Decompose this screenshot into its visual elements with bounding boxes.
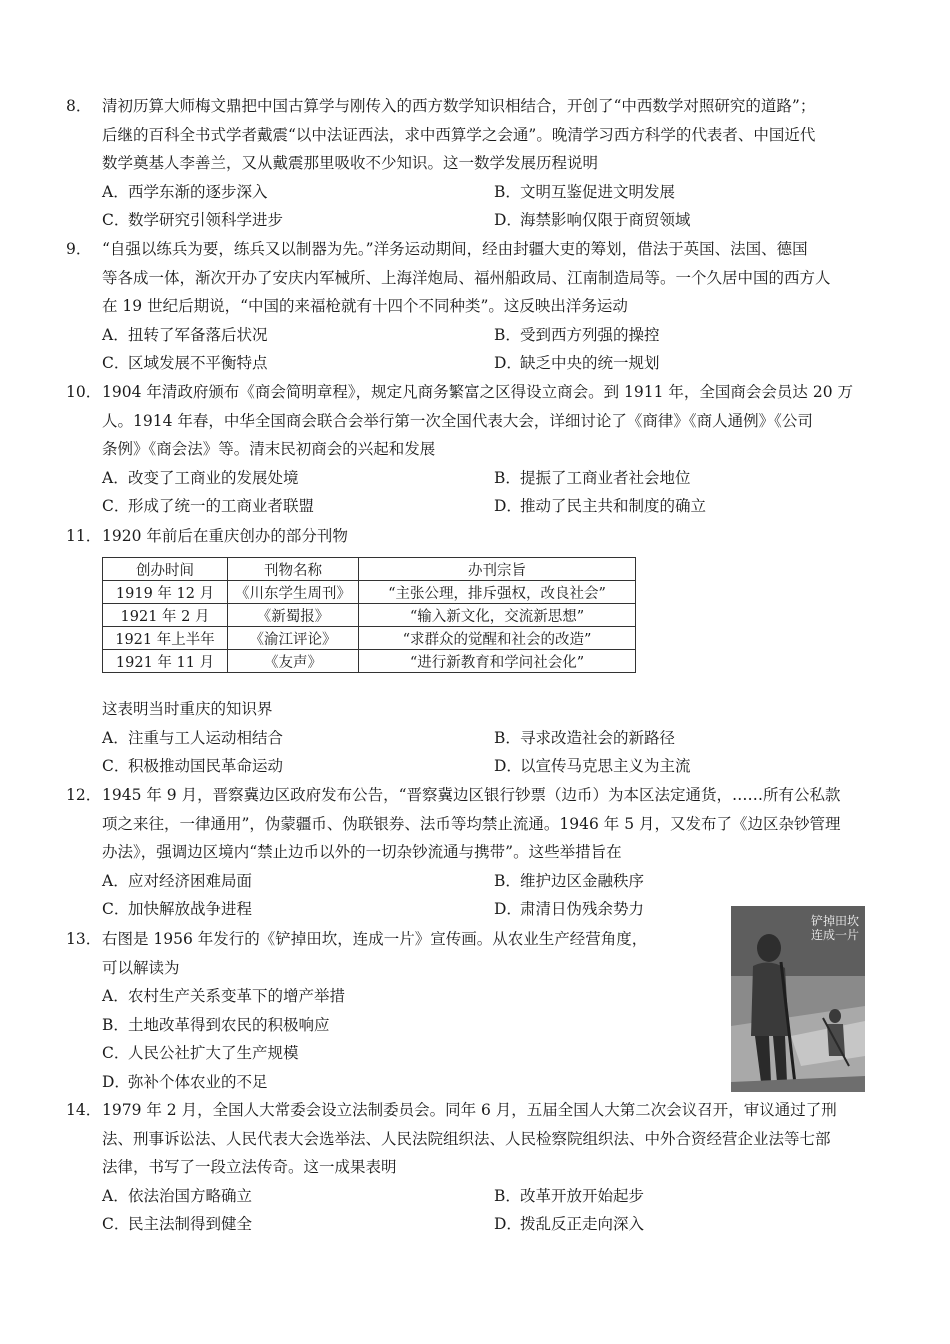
option-c[interactable]: C．人民公社扩大了生产规模 [102,1044,299,1062]
question-number: 10． [66,383,102,401]
option-c[interactable]: C．形成了统一的工商业者联盟 [102,497,315,515]
question-stem: 1945 年 9 月，晋察冀边区政府发布公告，“晋察冀边区银行钞票（边币）为本区法定通货，……所有公私款 [102,786,841,804]
option-b[interactable]: B．寻求改造社会的新路径 [494,728,676,747]
periodicals-table [102,557,636,673]
option-b[interactable]: B．受到西方列强的操控 [494,325,660,344]
question-stem: 这表明当时重庆的知识界 [102,700,273,718]
option-d[interactable]: D．拨乱反正走向深入 [494,1215,645,1233]
option-d[interactable]: D．海禁影响仅限于商贸领域 [494,211,691,229]
option-b[interactable]: B．土地改革得到农民的积极响应 [102,1015,330,1034]
question-number: 13． [66,930,102,948]
question-stem: 项之来往，一律通用”，伪蒙疆币、伪联银券、法币等均禁止流通。1946 年 5 月，又发布了《边区杂钞管理 [102,814,841,833]
question-stem: 法律，书写了一段立法传奇。这一成果表明 [102,1158,397,1176]
table-header: 创办时间 [103,558,228,581]
option-b[interactable]: B．维护边区金融秩序 [494,871,645,890]
question-stem: 1979 年 2 月，全国人大常委会设立法制委员会。同年 6 月，五届全国人大第二次会议召开，审议通过了刑 [102,1101,837,1119]
question-9 [66,235,886,378]
table-cell: 《川东学生周刊》 [228,581,359,604]
option-b[interactable]: B．改革开放开始起步 [494,1186,645,1205]
question-stem: 清初历算大师梅文鼎把中国古算学与刚传入的西方数学知识相结合，开创了“中西数学对照研究的道路”； [102,97,816,115]
question-11 [66,522,886,551]
option-a[interactable]: A．依法治国方略确立 [102,1186,253,1205]
question-stem: 1904 年清政府颁布《商会简明章程》，规定凡商务繁富之区得设立商会。到 1911 年，全国商会会员达 20 万 [102,383,854,401]
question-11-continued [66,695,886,781]
option-b[interactable]: B．提振了工商业者社会地位 [494,468,691,487]
option-a[interactable]: A．应对经济困难局面 [102,871,253,890]
option-a[interactable]: A．改变了工商业的发展处境 [102,468,299,487]
question-14 [66,1096,886,1239]
question-8 [66,92,886,235]
question-12 [66,781,886,924]
table-row [103,581,636,604]
table-cell: 《渝江评论》 [228,627,359,650]
propaganda-poster-image [731,906,865,1092]
option-c[interactable]: C．数学研究引领科学进步 [102,211,284,229]
question-stem: 人。1914 年春，中华全国商会联合会举行第一次全国代表大会，详细讨论了《商律》《商人通例》《公司 [102,411,813,430]
question-stem: 后继的百科全书式学者戴震“以中法证西法，求中西算学之会通”。晚清学习西方科学的代表者、中国近代 [102,125,816,144]
option-d[interactable]: D．以宣传马克思主义为主流 [494,757,691,775]
option-c[interactable]: C．民主法制得到健全 [102,1215,253,1233]
table-cell: “输入新文化，交流新思想” [359,604,636,627]
table-cell: “求群众的觉醒和社会的改造” [359,627,636,650]
option-b[interactable]: B．文明互鉴促进文明发展 [494,182,676,201]
table-cell: 《友声》 [228,650,359,673]
table-cell: “进行新教育和学问社会化” [359,650,636,673]
option-c[interactable]: C．区域发展不平衡特点 [102,354,268,372]
question-stem: 在 19 世纪后期说，“中国的来福枪就有十四个不同种类”。这反映出洋务运动 [102,297,628,315]
question-number: 8． [66,97,92,115]
question-stem: 办法》，强调边区境内“禁止边币以外的一切杂钞流通与携带”。这些举措旨在 [102,843,622,861]
option-a[interactable]: A．农村生产关系变革下的增产举措 [102,987,346,1005]
question-stem: 右图是 1956 年发行的《铲掉田坎，连成一片》宣传画。从农业生产经营角度， [102,930,648,948]
question-number: 9． [66,240,92,258]
table-row [103,604,636,627]
option-a[interactable]: A．西学东渐的逐步深入 [102,182,268,201]
poster-title: 铲掉田坎 连成一片 [810,914,859,942]
question-stem: 1920 年前后在重庆创办的部分刊物 [102,527,348,545]
option-d[interactable]: D．弥补个体农业的不足 [102,1072,268,1091]
option-d[interactable]: D．推动了民主共和制度的确立 [494,497,707,515]
question-stem: 条例》《商会法》等。清末民初商会的兴起和发展 [102,440,436,458]
option-c[interactable]: C．加快解放战争进程 [102,900,253,918]
table-row [103,627,636,650]
option-d[interactable]: D．缺乏中央的统一规划 [494,354,660,372]
question-13 [66,925,686,1096]
question-stem: “自强以练兵为要，练兵又以制器为先。”洋务运动期间，经由封疆大吏的筹划，借法于英国、法国、德国 [102,240,808,258]
question-stem: 法、刑事诉讼法、人民代表大会选举法、人民法院组织法、人民检察院组织法、中外合资经营企业法等七部 [102,1129,831,1148]
question-number: 12． [66,786,102,804]
table-row [103,650,636,673]
table-cell: 《新蜀报》 [228,604,359,627]
question-stem: 等各成一体，渐次开办了安庆内军械所、上海洋炮局、福州船政局、江南制造局等。一个久居中国的西方人 [102,268,831,287]
option-c[interactable]: C．积极推动国民革命运动 [102,757,284,775]
table-cell: “主张公理，排斥强权，改良社会” [359,581,636,604]
question-stem: 数学奠基人李善兰，又从戴震那里吸收不少知识。这一数学发展历程说明 [102,154,599,172]
question-number: 11． [66,527,102,545]
question-stem: 可以解读为 [102,958,180,977]
table-header: 办刊宗旨 [359,558,636,581]
table-header-row [103,558,636,581]
table-header: 刊物名称 [228,558,359,581]
option-a[interactable]: A．注重与工人运动相结合 [102,728,284,747]
question-number: 14． [66,1101,102,1119]
option-d[interactable]: D．肃清日伪残余势力 [494,900,645,918]
table-cell: 1921 年 2 月 [103,604,228,627]
option-a[interactable]: A．扭转了军备落后状况 [102,325,268,344]
table-cell: 1921 年 11 月 [103,650,228,673]
table-cell: 1921 年上半年 [103,627,228,650]
question-10 [66,378,886,521]
table-cell: 1919 年 12 月 [103,581,228,604]
